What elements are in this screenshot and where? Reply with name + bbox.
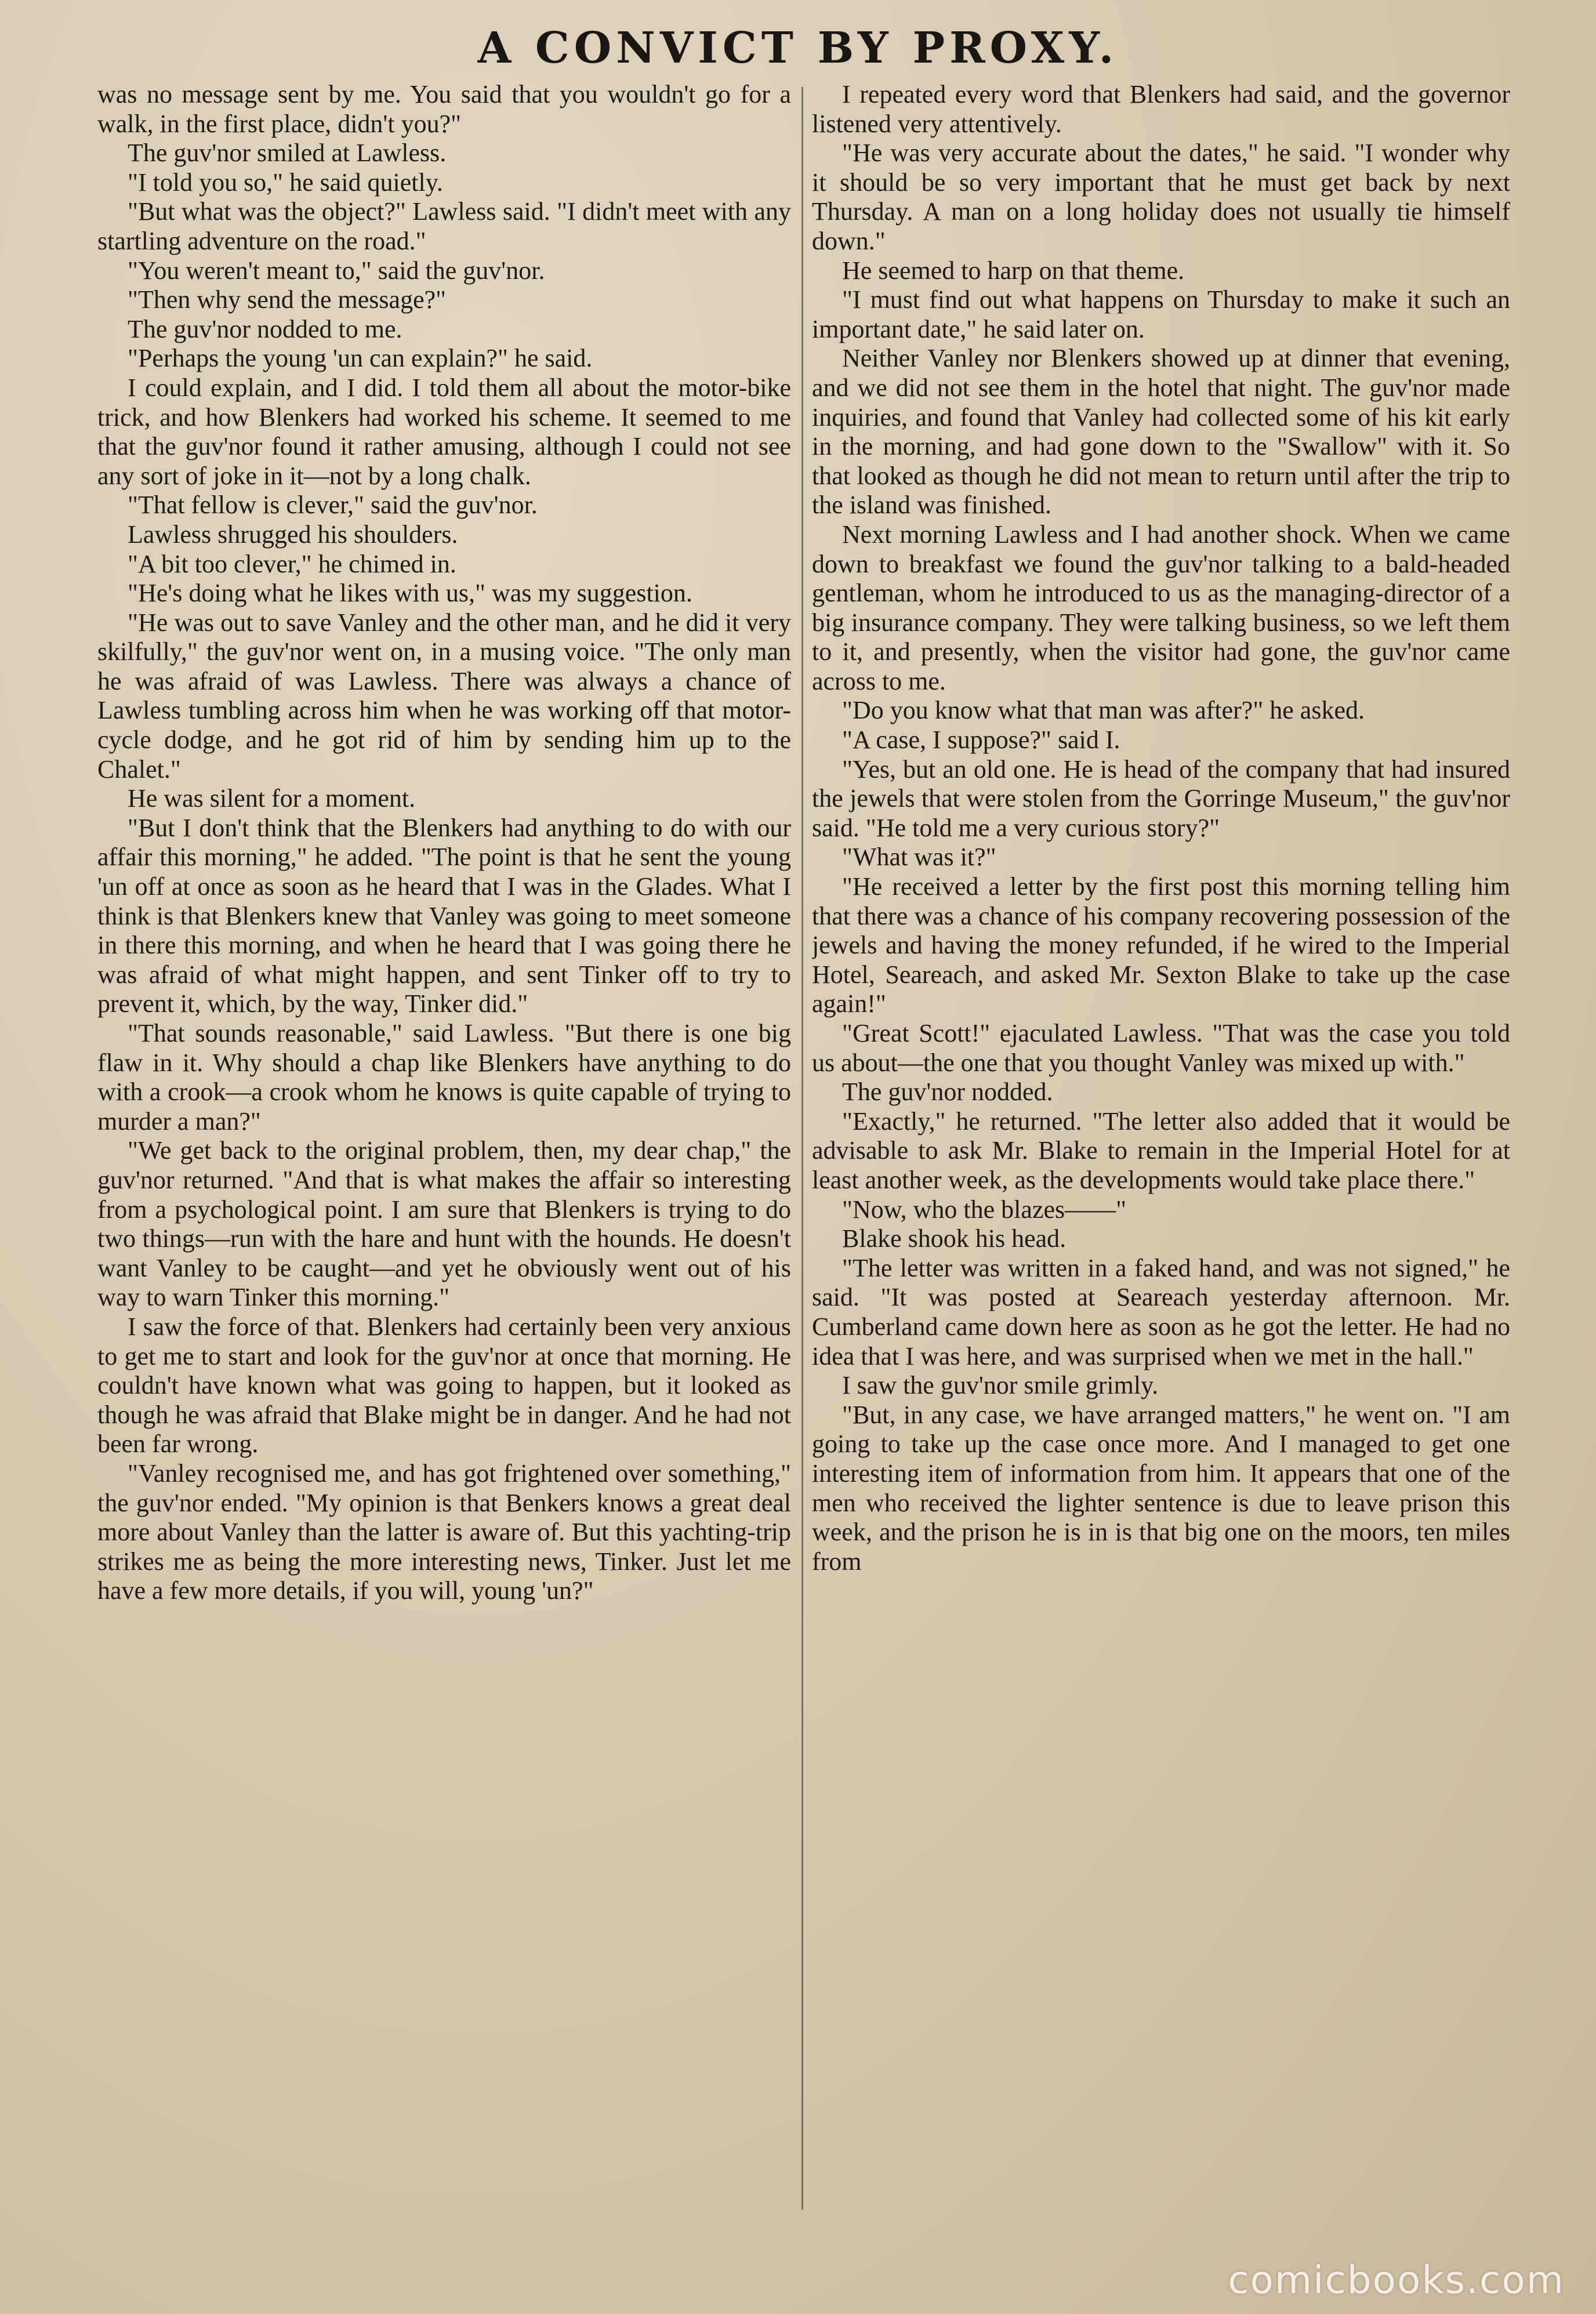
page-title: A CONVICT BY PROXY. [477, 23, 1119, 73]
watermark: comicbooks.com [1228, 2258, 1565, 2302]
column-divider [801, 87, 803, 2210]
paragraph: "You weren't meant to," said the guv'nor. [128, 256, 545, 285]
paragraph: I saw the guv'nor smile grimly. [842, 1371, 1159, 1400]
paragraph: "But, in any case, we have arranged matters," he went on. "I am going to take up the case once more. And I managed to get one interesting item of information from him. It appears that one of the men who received the lighter sentence is due to leave prison this week, and the prison he is in is that big one on the moors, ten miles from [812, 1400, 1510, 1576]
paragraph: "He received a letter by the first post this morning telling him that there was a chance of his company recovering possession of the jewels and having the money refunded, if he wired to the Imperial Hotel, Seareach, and asked Mr. Sexton Blake to take up the case again!" [812, 872, 1510, 1018]
paragraph: "Then why send the message?" [128, 285, 447, 314]
paragraph: "We get back to the original problem, then, my dear chap," the guv'nor returned. "And that is what makes the affair so interesting from a psychological point. I am sure that Blenkers is trying to do two things—run with the hare and hunt with the hounds. He doesn't want Vanley to be caught—and yet he obviously went out of his way to warn Tinker this morning." [97, 1136, 791, 1312]
paragraph: "He was very accurate about the dates," he said. "I wonder why it should be so very important that he must get back by next Thursday. A man on a long holiday does not usually tie himself down." [812, 139, 1510, 255]
paragraph: "What was it?" [842, 843, 996, 872]
paragraph: Next morning Lawless and I had another shock. When we came down to breakfast we found the guv'nor talking to a bald-headed gentleman, whom he introduced to us as the managing-director of a big insurance company. They were talking business, so we left them to it, and presently, when the visitor had gone, the guv'nor came across to me. [812, 520, 1510, 695]
paragraph: "Now, who the blazes——" [842, 1195, 1127, 1224]
paragraph: Lawless shrugged his shoulders. [128, 520, 458, 549]
left-text-column [97, 80, 791, 2272]
paragraph: "Great Scott!" ejaculated Lawless. "That was the case you told us about—the one that you thought Vanley was mixed up with." [812, 1019, 1510, 1077]
paragraph: "He's doing what he likes with us," was my suggestion. [128, 579, 692, 608]
paragraph: "Do you know what that man was after?" he asked. [842, 696, 1365, 725]
paragraph: "Vanley recognised me, and has got frightened over something," the guv'nor ended. "My opinion is that Benkers knows a great deal more about Vanley than the latter is aware of. But this yachting-trip strikes me as being the more interesting news, Tinker. Just let me have a few more details, if you will, young 'un?" [97, 1459, 791, 1605]
paragraph: "I told you so," he said quietly. [128, 168, 443, 197]
paragraph: "A case, I suppose?" said I. [842, 726, 1120, 755]
paragraph: "He was out to save Vanley and the other man, and he did it very skilfully," the guv'nor went on, in a musing voice. "The only man he was afraid of was Lawless. There was always a chance of Lawless tumbling across him when he was working off that motor-cycle dodge, and he got rid of him by sending him up to the Chalet." [97, 608, 791, 784]
paragraph: Neither Vanley nor Blenkers showed up at dinner that evening, and we did not see them in the hotel that night. The guv'nor made inquiries, and found that Vanley had collected some of his kit early in the morning, and had gone down to the "Swallow" with it. So that looked as though he did not mean to return until after the trip to the island was finished. [812, 344, 1510, 520]
paragraph: "The letter was written in a faked hand, and was not signed," he said. "It was posted at Seareach yesterday afternoon. Mr. Cumberland came down here as soon as he got the letter. He had no idea that I was here, and was surprised when we met in the hall." [812, 1253, 1510, 1370]
paragraph: I saw the force of that. Blenkers had certainly been very anxious to get me to start and look for the guv'nor at once that morning. He couldn't have known what was going to happen, but it looked as though he was afraid that Blake might be in danger. And he had not been far wrong. [97, 1312, 791, 1459]
right-text-column [812, 80, 1510, 2272]
paragraph: "I must find out what happens on Thursday to make it such an important date," he said later on. [812, 285, 1510, 343]
paragraph: "That sounds reasonable," said Lawless. "But there is one big flaw in it. Why should a chap like Blenkers have anything to do with a crook—a crook whom he knows is quite capable of trying to murder a man?" [97, 1019, 791, 1136]
paragraph: The guv'nor nodded to me. [128, 314, 402, 343]
paragraph: The guv'nor nodded. [842, 1078, 1053, 1107]
paragraph: "A bit too clever," he chimed in. [128, 549, 456, 578]
paragraph: He was silent for a moment. [128, 784, 416, 813]
paragraph: was no message sent by me. You said that you wouldn't go for a walk, in the first place, didn't you?" [97, 80, 791, 138]
paragraph: "That fellow is clever," said the guv'nor. [128, 491, 538, 520]
paragraph: "But what was the object?" Lawless said. "I didn't meet with any startling adventure on the road." [97, 197, 791, 255]
paragraph: He seemed to harp on that theme. [842, 256, 1185, 285]
paragraph: I repeated every word that Blenkers had said, and the governor listened very attentively. [812, 80, 1510, 138]
paragraph: Blake shook his head. [842, 1224, 1067, 1253]
paragraph: "But I don't think that the Blenkers had anything to do with our affair this morning," he added. "The point is that he sent the young 'un off at once as soon as he heard that I was in the Glades. What I think is that Blenkers knew that Vanley was going to meet someone in there this morning, and when he heard that I was going there he was afraid of what might happen, and sent Tinker off to try to prevent it, which, by the way, Tinker did." [97, 813, 791, 1018]
paragraph: "Exactly," he returned. "The letter also added that it would be advisable to ask Mr. Blake to remain in the Imperial Hotel for at least another week, as the developments would take place there." [812, 1107, 1510, 1194]
paragraph: The guv'nor smiled at Lawless. [128, 139, 447, 168]
paragraph: "Perhaps the young 'un can explain?" he said. [128, 344, 593, 373]
paragraph: "Yes, but an old one. He is head of the company that had insured the jewels that were stolen from the Gorringe Museum," the guv'nor said. "He told me a very curious story?" [812, 755, 1510, 842]
paragraph: I could explain, and I did. I told them all about the motor-bike trick, and how Blenkers had worked his scheme. It seemed to me that the guv'nor found it rather amusing, although I could not see any sort of joke in it—not by a long chalk. [97, 373, 791, 490]
